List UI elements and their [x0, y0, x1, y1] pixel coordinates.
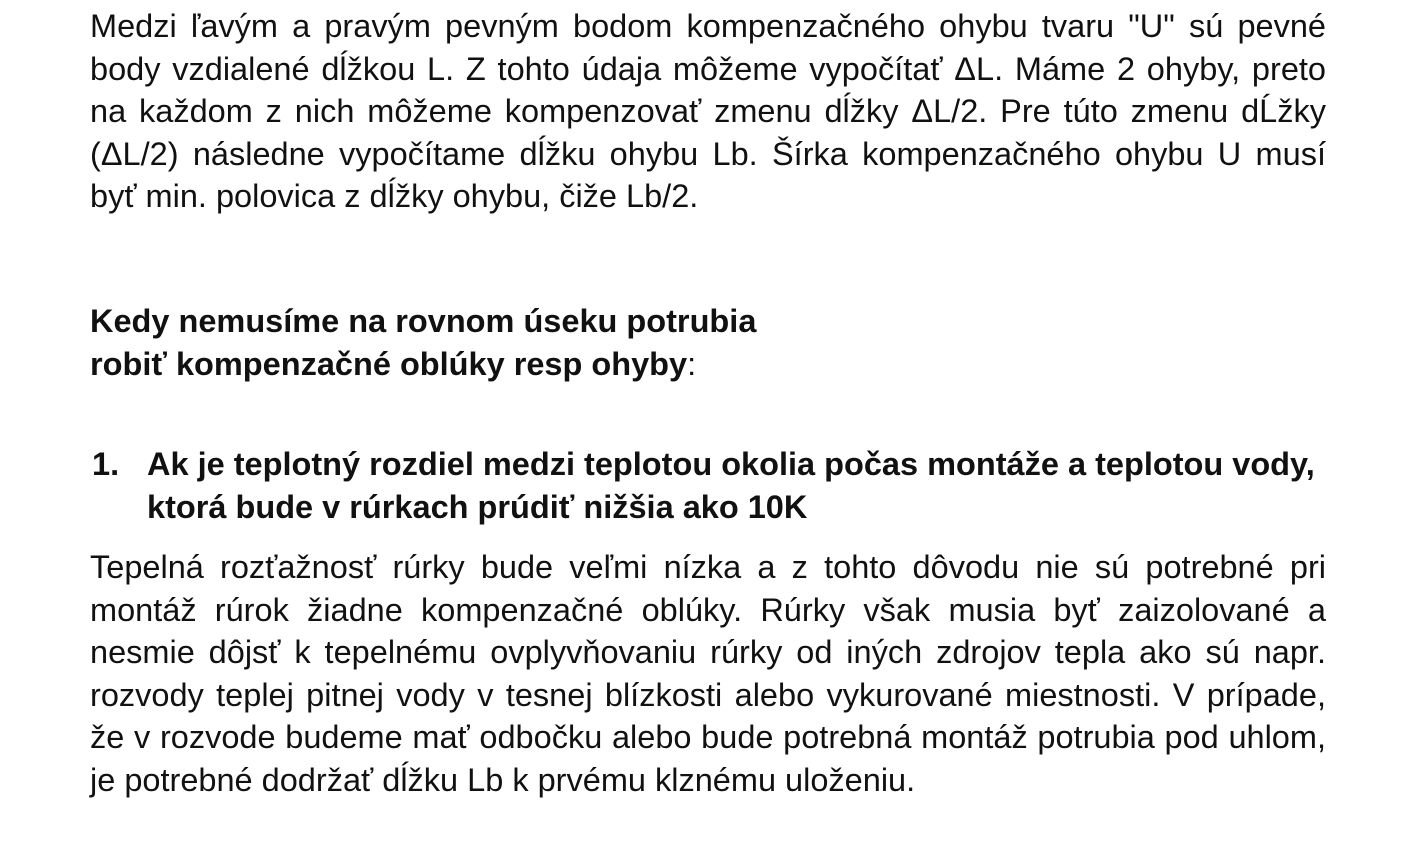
section-heading-line-1: Kedy nemusíme na rovnom úseku potrubia [90, 303, 757, 339]
section-heading-line-2: robiť kompenzačné oblúky resp ohyby [90, 345, 688, 382]
list-item-number: 1. [92, 446, 120, 482]
section-heading [90, 300, 1326, 385]
explanation-paragraph: Tepelná rozťažnosť rúrky bude veľmi nízka a z tohto dôvodu nie sú potrebné pri montáž rúrok žiadne kompenzačné oblúky. Rúrky však musia byť zaizolované a nesmie dôjsť k tepelnému ovplyvňovaniu rúrky od iných zdrojov tepla ako sú napr. rozvody teplej pitnej vody v tesnej blízkosti alebo vykurované miestnosti. V prípade, že v rozvode budeme mať odbočku alebo bude potrebná montáž potrubia pod uhlom, je potrebné dodržať dĺžku Lb k prvému klznému uloženiu. [90, 549, 1326, 798]
list-item [90, 443, 1326, 528]
section-heading-colon: : [687, 345, 697, 382]
intro-paragraph: Medzi ľavým a pravým pevným bodom kompenzačného ohybu tvaru "U" sú pevné body vzdialené dĺžkou L. Z tohto údaja môžeme vypočítať ΔL. Máme 2 ohyby, preto na každom z nich môžeme kompenzovať zmenu dĺžky ΔL/2. Pre túto zmenu dĹžky (ΔL/2) následne vypočítame dĺžku ohybu Lb. Šírka kompenzačného ohybu U musí byť min. polovica z dĺžky ohybu, čiže Lb/2. [90, 8, 1326, 214]
condition-list [90, 443, 1326, 528]
list-item-text: Ak je teplotný rozdiel medzi teplotou okolia počas montáže a teplotou vody, ktorá bude v rúrkach prúdiť nižšia ako 10K [147, 446, 1315, 525]
